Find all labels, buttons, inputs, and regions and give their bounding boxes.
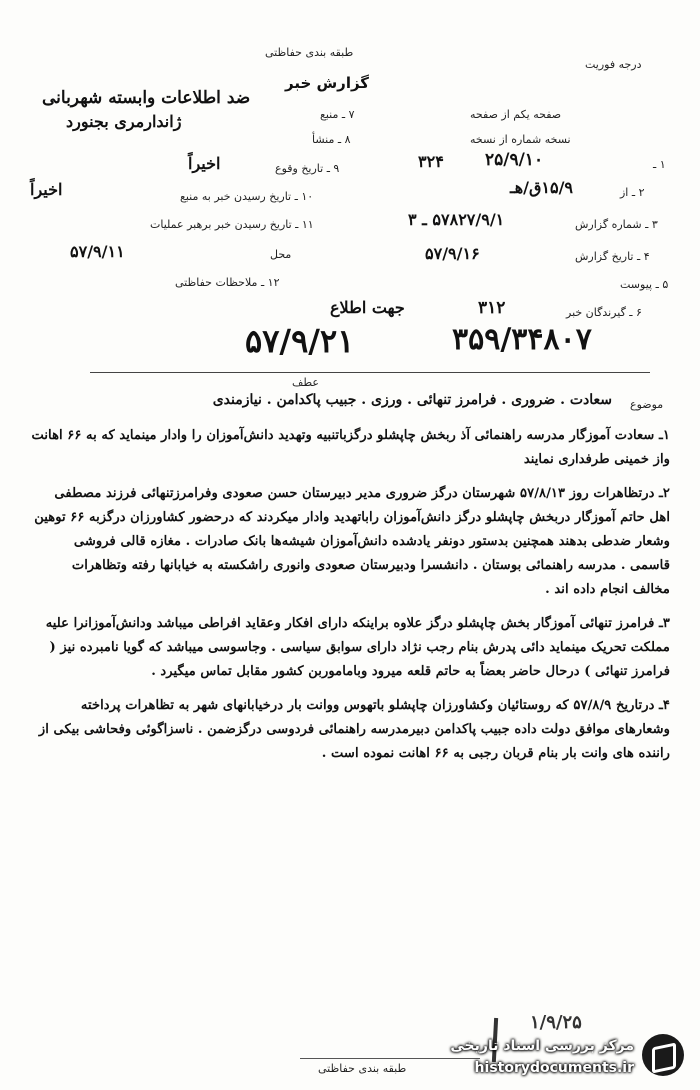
location-label: محل (270, 248, 292, 261)
classification-top: طبقه بندی حفاظتی (265, 46, 354, 59)
watermark-text-fa: مرکز بررسی اسناد تاریخی (450, 1038, 634, 1054)
priority-label: درجه فوریت (585, 58, 642, 71)
subject-note-above: عطف (292, 376, 319, 389)
field-11-value: ۵۷/۹/۱۱ (70, 242, 125, 261)
separator-line (90, 372, 650, 373)
field-3-label: ۳ ـ شماره گزارش (575, 218, 658, 231)
watermark-text-en: historydocuments.ir (474, 1060, 634, 1076)
field-8-label: ۸ ـ منشأ (312, 133, 351, 146)
paragraph-3: ۳ـ فرامرز تنهائی آموزگار بخش چاپشلو درگز علاوه براینکه دارای افکار وعقاید افراطی میباشد ودانش‌آموزانرا علیه مملکت تحریک مینماید دائی پدرش بنام رجب نژاد دارای سوابق سیاسی . وجاسوسی میباشد که گویا نامبرده نیز ( فرامرز تنهائی ) درحال حاضر بعضاً به حاتم قلعه میرود وباماموربن کشور مقابل تماس میگیرد . (45, 616, 670, 679)
field-9-value: اخیراً (188, 154, 221, 173)
archive-logo-icon (642, 1034, 684, 1076)
archive-number-left: ۵۷/۹/۲۱ (245, 322, 355, 360)
paragraph-2: ۲ـ درتظاهرات روز ۵۷/۸/۱۳ شهرستان درگز ضروری مدیر دبیرستان حسن صعودی وفرامرزتنهائی فرزند مصطفی اهل حاتم آموزگار دربخش چاپشلو درگز دانش‌آموزان راباتهدید وادار میکردند که درحضور کشاورزان درگزبه ۶۶ توهین وشعار ضدطی بدهند همچنین بدستور دونفر یادشده دانش‌آموزان شیشه‌ها بانک صادرات . مغازه قالی فروشی قاسمی . مدرسه راهنمائی بوستان . دانشسرا ودبیرستان صعودی وانوری راشکسته به خیابانها رفته وتظاهرات مخالف انجام داده اند . (34, 486, 670, 597)
field-9-value-margin: اخیراً (30, 180, 63, 199)
field-11-label: ۱۱ ـ تاریخ رسیدن خبر برهبر عملیات (150, 218, 314, 231)
paragraph-1: ۱ـ سعادت آموزگار مدرسه راهنمائی آذ ربخش چاپشلو درگزباتنبیه وتهدید دانش‌آموزان را وادار مینماید که به ۶۶ اهانت واز خمینی طرفداری نمایند (31, 428, 670, 467)
field-2-label: ۲ ـ از (620, 186, 645, 199)
field-6-label: ۶ ـ گیرندگان خبر (566, 306, 642, 319)
field-1-label: ۱ ـ (653, 158, 666, 171)
field-3-value: ۵۷۸۲۷/۹/۱ ـ ۳ (408, 210, 505, 229)
copy-line: نسخه شماره از نسخه (470, 133, 571, 146)
subject-text: سعادت . ضروری . فرامرز تنهائی . ورزی . جبیب پاکدامن . نیازمندی (212, 392, 612, 408)
field-1-note: ۳۲۴ (418, 152, 444, 171)
subject-label: موضوع (630, 398, 664, 411)
handwritten-date: ۱/۹/۲۵ (530, 1012, 582, 1033)
field-9-label: ۹ ـ تاریخ وقوع (275, 162, 340, 175)
archive-number-right: ۳۵۹/۳۴۸۰۷ (452, 322, 592, 357)
field-1-value: ۲۵/۹/۱۰ (485, 150, 544, 170)
field-4-label: ۴ ـ تاریخ گزارش (575, 250, 650, 263)
office-stamp-line2: ژاندارمری بجنورد (66, 112, 182, 131)
classification-bottom: طبقه بندی حفاظتی (318, 1062, 407, 1075)
field-4-value: ۵۷/۹/۱۶ (425, 244, 480, 263)
watermark-logo (400, 1030, 690, 1086)
field-7-label: ۷ ـ منبع (320, 108, 355, 121)
field-12-label: ۱۲ ـ ملاحظات حفاظتی (175, 276, 280, 289)
recipients-label: جهت اطلاع (330, 298, 405, 317)
field-2-value: ۱۵/۹ق/هـ (510, 178, 574, 197)
report-body (30, 424, 670, 776)
field-5-label: ۵ ـ پیوست (620, 278, 669, 291)
field-10-label: ۱۰ ـ تاریخ رسیدن خبر به منبع (180, 190, 314, 203)
recipients-code: ۳۱۲ (478, 298, 506, 318)
page-line: صفحه یکم از صفحه (470, 108, 562, 121)
doc-type-title: گزارش خبر (285, 74, 370, 92)
paragraph-4: ۴ـ درتاریخ ۵۷/۸/۹ که روستائیان وکشاورزان چاپشلو باتهوس ووانت بار درخیابانهای شهر به تظاهرات پرداخته وشعارهای موافق دولت داده جبیب پاکدامن دبیرمدرسه راهنمائی فردوسی درگزضمن . ناسزاگوئی وفحاشی بیکی از راننده های وانت بار بنام قربان رجبی به ۶۶ اهانت نموده است . (38, 698, 670, 761)
office-stamp-line1: ضد اطلاعات وابسته شهربانی (42, 88, 251, 108)
